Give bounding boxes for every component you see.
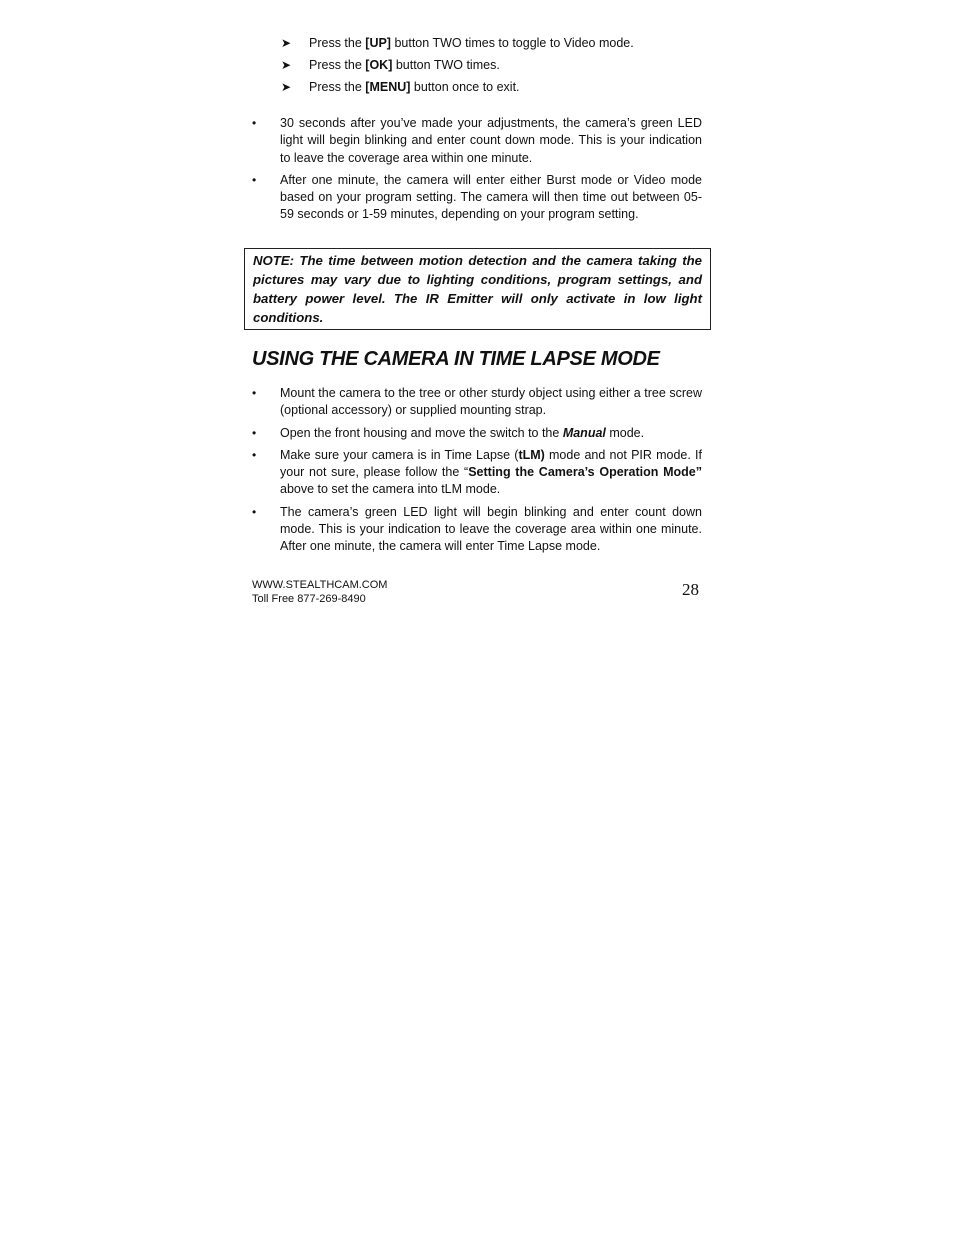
list-item: • Open the front housing and move the switch to the Manual mode. — [252, 425, 702, 442]
bullet-icon: • — [252, 504, 257, 519]
list-item: • After one minute, the camera will enter either Burst mode or Video mode based on your program setting. The camera will then time out between 05-59 seconds or 1-59 minutes, depending on your program setting. — [252, 172, 702, 224]
bullet-icon: • — [252, 425, 257, 440]
step-text: Press the [UP] button TWO times to toggle to Video mode. — [309, 36, 634, 50]
bullet-list-top — [252, 115, 702, 229]
bullet-icon: • — [252, 447, 257, 462]
arrow-bullet-icon: ➤ — [281, 36, 292, 50]
bullet-list-time-lapse — [252, 385, 702, 561]
list-item: • 30 seconds after you’ve made your adjustments, the camera’s green LED light will begin blinking and enter count down mode. This is your indication to leave the coverage area within one minute. — [252, 115, 702, 167]
page-number: 28 — [682, 580, 699, 599]
list-item: • Mount the camera to the tree or other sturdy object using either a tree screw (optional accessory) or supplied mounting strap. — [252, 385, 702, 420]
note-box: NOTE: The time between motion detection and the camera taking the pictures may vary due to lighting conditions, program settings, and battery power level. The IR Emitter will only activate in low light conditions. — [244, 248, 711, 330]
section-title: USING THE CAMERA IN TIME LAPSE MODE — [252, 348, 660, 370]
arrow-bullet-icon: ➤ — [281, 80, 292, 94]
step-text: Press the [OK] button TWO times. — [309, 58, 500, 72]
step-text: Press the [MENU] button once to exit. — [309, 80, 520, 94]
bullet-icon: • — [252, 116, 257, 130]
list-item: • Make sure your camera is in Time Lapse (tLM) mode and not PIR mode. If your not sure, please follow the “Setting the Camera’s Operation Mode” above to set the camera into tLM mode. — [252, 447, 702, 499]
step-item — [281, 32, 711, 54]
bullet-icon: • — [252, 386, 257, 400]
arrow-bullet-icon: ➤ — [281, 58, 292, 72]
step-item — [281, 54, 711, 76]
step-list — [281, 32, 711, 98]
footer-phone: Toll Free 877-269-8490 — [252, 593, 366, 605]
footer-contact — [252, 578, 387, 606]
step-item — [281, 76, 711, 98]
bullet-icon: • — [252, 172, 257, 187]
footer-website: WWW.STEALTHCAM.COM — [252, 579, 388, 591]
list-item: • The camera’s green LED light will begin blinking and enter count down mode. This is your indication to leave the coverage area within one minute. After one minute, the camera will enter Time Lapse mode. — [252, 504, 702, 556]
